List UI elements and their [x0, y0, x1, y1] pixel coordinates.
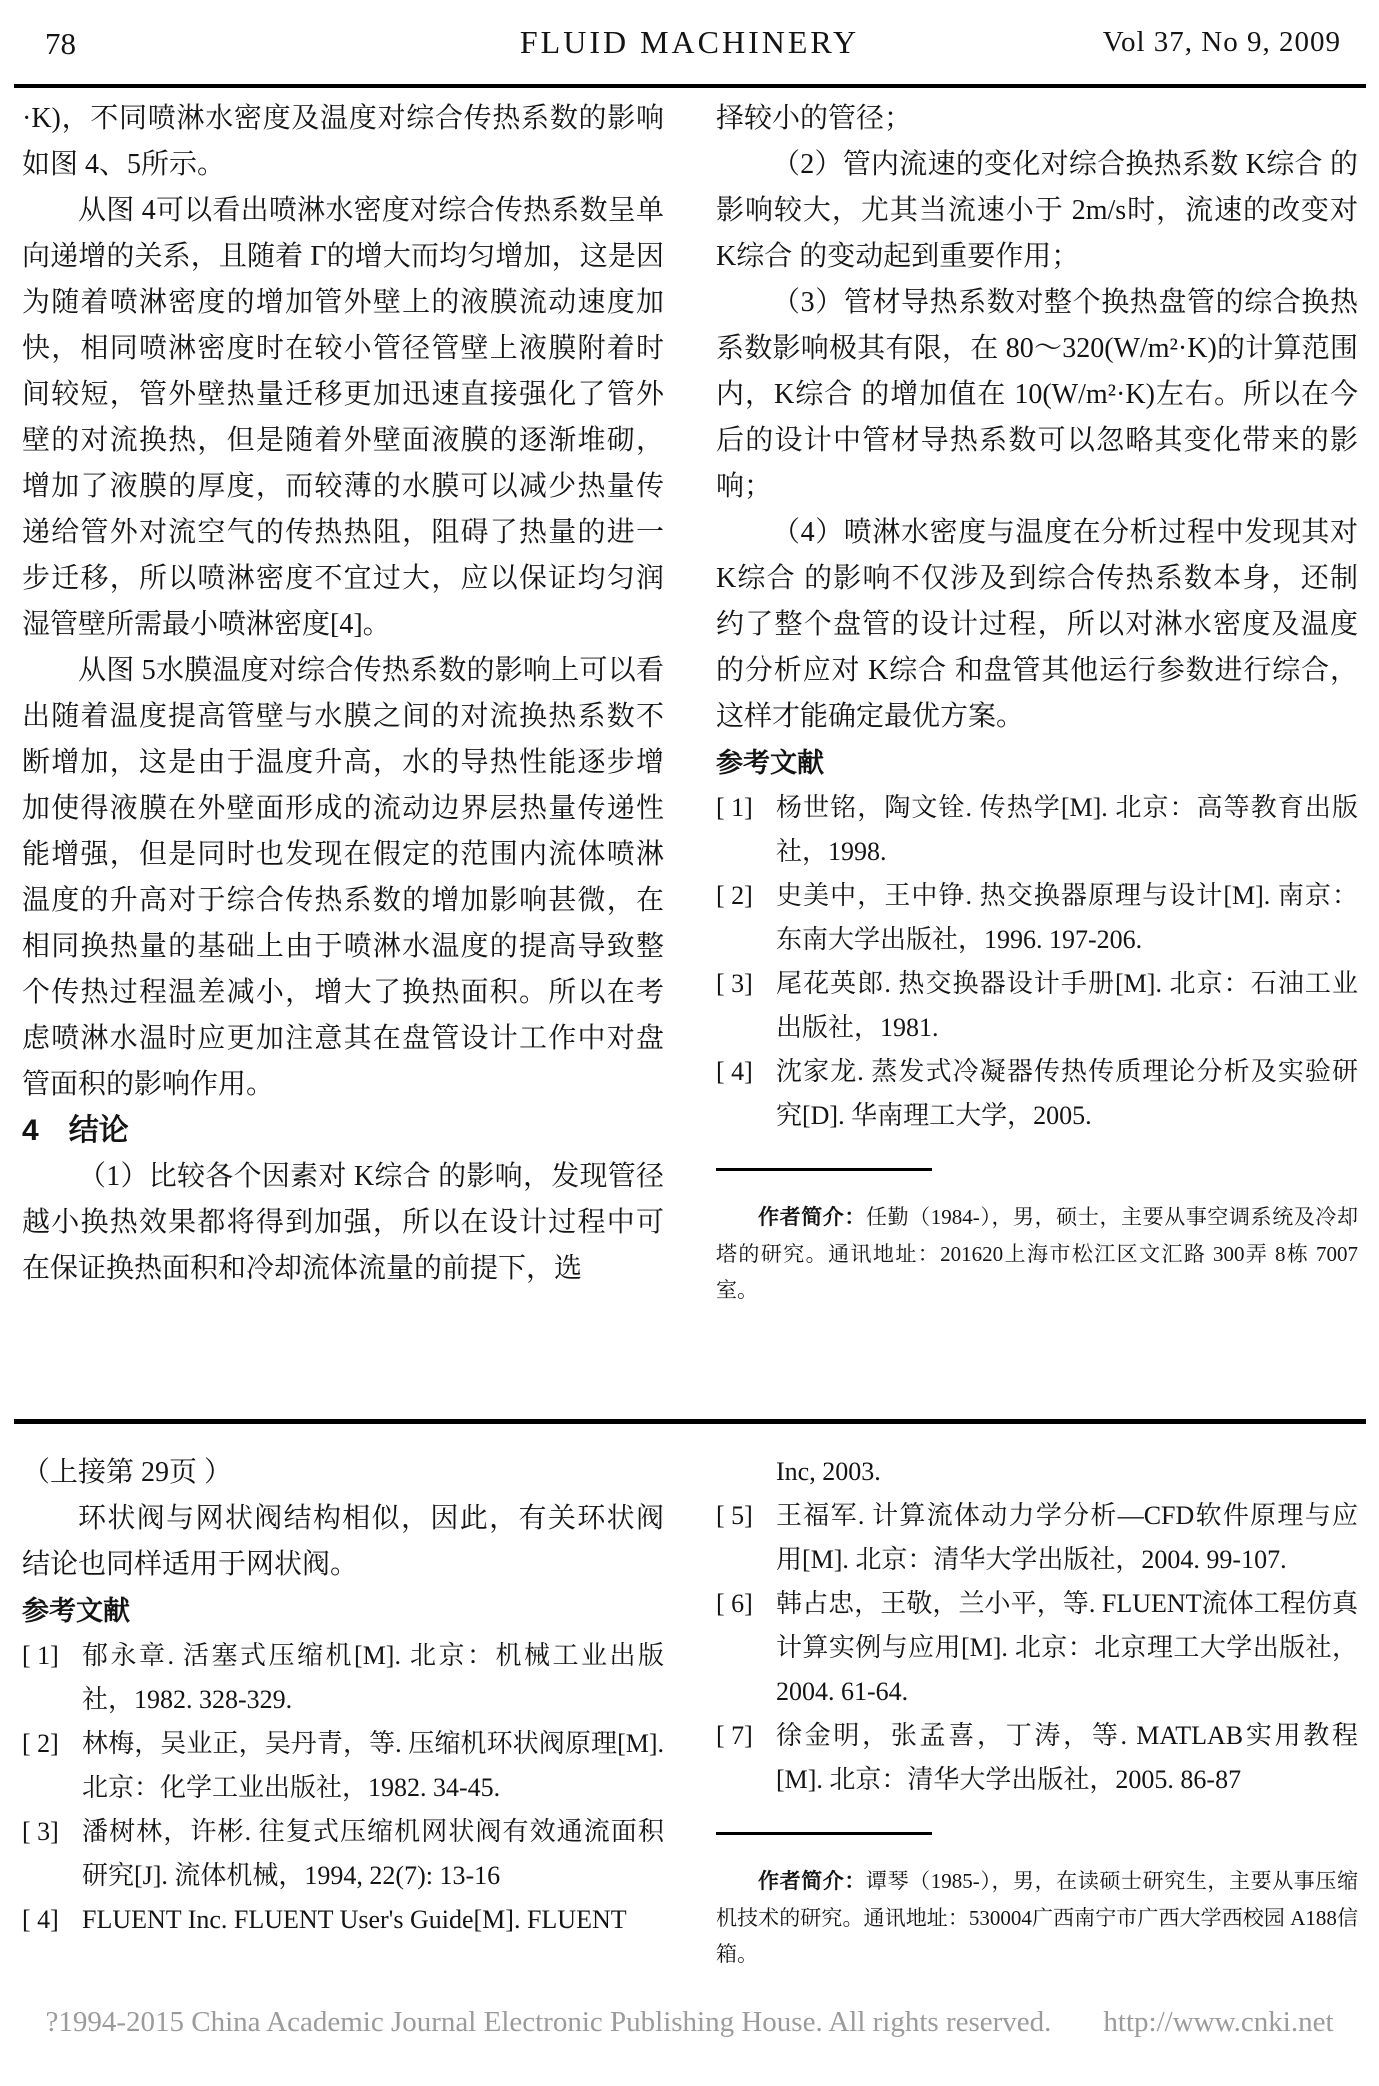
reference-text: 郁永章. 活塞式压缩机[M]. 北京：机械工业出版社，1982. 328-329.: [82, 1641, 664, 1714]
reference-text: 杨世铭，陶文铨. 传热学[M]. 北京：高等教育出版社，1998.: [776, 793, 1358, 866]
footer-url: http://www.cnki.net: [1103, 2006, 1334, 2038]
reference-text: 尾花英郎. 热交换器设计手册[M]. 北京：石油工业出版社，1981.: [776, 969, 1358, 1042]
paragraph: （3）管材导热系数对整个换热盘管的综合换热系数影响极其有限，在 80～320(W/m²·K)的计算范围内，K综合 的增加值在 10(W/m²·K)左右。所以在今后的设计中管材导热系数可以忽略其变化带来的影响；: [716, 287, 1358, 502]
left-column-top: [22, 96, 664, 1292]
reference-text: 王福军. 计算流体动力学分析—CFD软件原理与应用[M]. 北京：清华大学出版社，2004. 99-107.: [776, 1501, 1358, 1574]
reference-continuation: Inc, 2003.: [776, 1457, 881, 1486]
reference-item: [22, 1634, 664, 1722]
author-bio-text: 谭琴（1985-），男，在读硕士研究生，主要从事压缩机技术的研究。通讯地址：530004广西南宁市广西大学西校园 A188信箱。: [716, 1869, 1358, 1966]
continuation-note: （上接第 29页 ）: [22, 1457, 233, 1488]
section-number: 4: [22, 1114, 39, 1147]
author-bio: [716, 1863, 1358, 1972]
reference-text: 沈家龙. 蒸发式冷凝器传热传质理论分析及实验研究[D]. 华南理工大学，2005.: [776, 1057, 1358, 1130]
page-number: 78: [45, 26, 76, 61]
reference-item: [22, 1810, 664, 1898]
author-bio: [716, 1199, 1358, 1308]
header-rule: [14, 84, 1366, 88]
paragraph: （4）喷淋水密度与温度在分析过程中发现其对 K综合 的影响不仅涉及到综合传热系数本身，还制约了整个盘管的设计过程，所以对淋水密度及温度的分析应对 K综合 和盘管其他运行参数进行综合，这样才能确定最优方案。: [716, 517, 1358, 732]
reference-label: [ 4]: [22, 1905, 59, 1934]
reference-item: [22, 1722, 664, 1810]
footer-copyright: ?1994-2015 China Academic Journal Electronic Publishing House. All rights reserved.: [45, 2006, 1052, 2038]
reference-label: [ 7]: [716, 1721, 753, 1750]
section-separator-rule: [14, 1419, 1366, 1424]
author-bio-text: 任勤（1984-），男，硕士，主要从事空调系统及冷却塔的研究。通讯地址：201620上海市松江区文汇路 300弄 8栋 7007室。: [716, 1205, 1358, 1302]
reference-label: [ 3]: [716, 969, 753, 998]
right-column-top: [716, 96, 1358, 1308]
reference-label: [ 2]: [22, 1729, 59, 1758]
section-heading-conclusion: [22, 1108, 664, 1154]
section-title: 结论: [68, 1114, 129, 1147]
right-column-bottom: [716, 1450, 1358, 1972]
author-bio-divider: [716, 1832, 932, 1835]
paragraph: 环状阀与网状阀结构相似，因此，有关环状阀结论也同样适用于网状阀。: [22, 1503, 664, 1580]
reference-label: [ 1]: [22, 1641, 59, 1670]
reference-item: [716, 1494, 1358, 1582]
footer: [0, 2006, 1379, 2039]
reference-text: 林梅，吴业正，吴丹青，等. 压缩机环状阀原理[M]. 北京：化学工业出版社，1982. 34-45.: [82, 1729, 664, 1802]
paragraph-continuation: 择较小的管径；: [716, 103, 913, 134]
journal-title: FLUID MACHINERY: [519, 24, 860, 60]
references-heading: 参考文献: [22, 1596, 130, 1626]
paragraph: 从图 5水膜温度对综合传热系数的影响上可以看出随着温度提高管壁与水膜之间的对流换热系数不断增加，这是由于温度升高，水的导热性能逐步增加使得液膜在外壁面形成的流动边界层热量传递性能增强，但是同时也发现在假定的范围内流体喷淋温度的升高对于综合传热系数的增加影响甚微，在相同换热量的基础上由于喷淋水温度的提高导致整个传热过程温差减小，增大了换热面积。所以在考虑喷淋水温时应更加注意其在盘管设计工作中对盘管面积的影响作用。: [22, 655, 664, 1100]
reference-item: [716, 786, 1358, 874]
reference-label: [ 2]: [716, 881, 753, 910]
author-bio-label: 作者简介：: [758, 1206, 866, 1229]
reference-label: [ 3]: [22, 1817, 59, 1846]
paragraph: （1）比较各个因素对 K综合 的影响，发现管径越小换热效果都将得到加强，所以在设计过程中可在保证换热面积和冷却流体流量的前提下，选: [22, 1161, 664, 1284]
volume-info: Vol 37, No 9, 2009: [1102, 26, 1341, 58]
reference-label: [ 1]: [716, 793, 753, 822]
reference-item: [716, 874, 1358, 962]
author-bio-divider: [716, 1168, 932, 1171]
reference-text: 史美中，王中铮. 热交换器原理与设计[M]. 南京：东南大学出版社，1996. 197-206.: [776, 881, 1358, 954]
reference-text: FLUENT Inc. FLUENT User's Guide[M]. FLUENT: [82, 1905, 627, 1934]
reference-label: [ 5]: [716, 1501, 753, 1530]
reference-text: 徐金明，张孟喜，丁涛，等. MATLAB实用教程[M]. 北京：清华大学出版社，2005. 86-87: [776, 1721, 1358, 1794]
reference-label: [ 6]: [716, 1589, 753, 1618]
reference-label: [ 4]: [716, 1057, 753, 1086]
reference-item: [716, 1050, 1358, 1138]
reference-text: 潘树林，许彬. 往复式压缩机网状阀有效通流面积研究[J]. 流体机械，1994, 22(7): 13-16: [82, 1817, 664, 1890]
paragraph: （2）管内流速的变化对综合换热系数 K综合 的影响较大，尤其当流速小于 2m/s时，流速的改变对 K综合 的变动起到重要作用；: [716, 149, 1358, 272]
reference-text: 韩占忠，王敬，兰小平，等. FLUENT流体工程仿真计算实例与应用[M]. 北京：北京理工大学出版社，2004. 61-64.: [776, 1589, 1358, 1706]
left-column-bottom: [22, 1450, 664, 1942]
reference-item: [716, 962, 1358, 1050]
references-heading: 参考文献: [716, 748, 824, 778]
paragraph-continuation: ·K)，不同喷淋水密度及温度对综合传热系数的影响如图 4、5所示。: [22, 103, 664, 180]
paragraph: 从图 4可以看出喷淋水密度对综合传热系数呈单向递增的关系，且随着 Γ的增大而均匀增加，这是因为随着喷淋密度的增加管外壁上的液膜流动速度加快，相同喷淋密度时在较小管径管壁上液膜附着时间较短，管外壁热量迁移更加迅速直接强化了管外壁的对流换热，但是随着外壁面液膜的逐渐堆砌，增加了液膜的厚度，而较薄的水膜可以减少热量传递给管外对流空气的传热热阻，阻碍了热量的进一步迁移，所以喷淋密度不宜过大，应以保证均匀润湿管壁所需最小喷淋密度[4]。: [22, 195, 664, 640]
author-bio-label: 作者简介：: [758, 1870, 866, 1893]
reference-item: [716, 1714, 1358, 1802]
reference-item: [716, 1582, 1358, 1714]
reference-item: [22, 1898, 664, 1942]
